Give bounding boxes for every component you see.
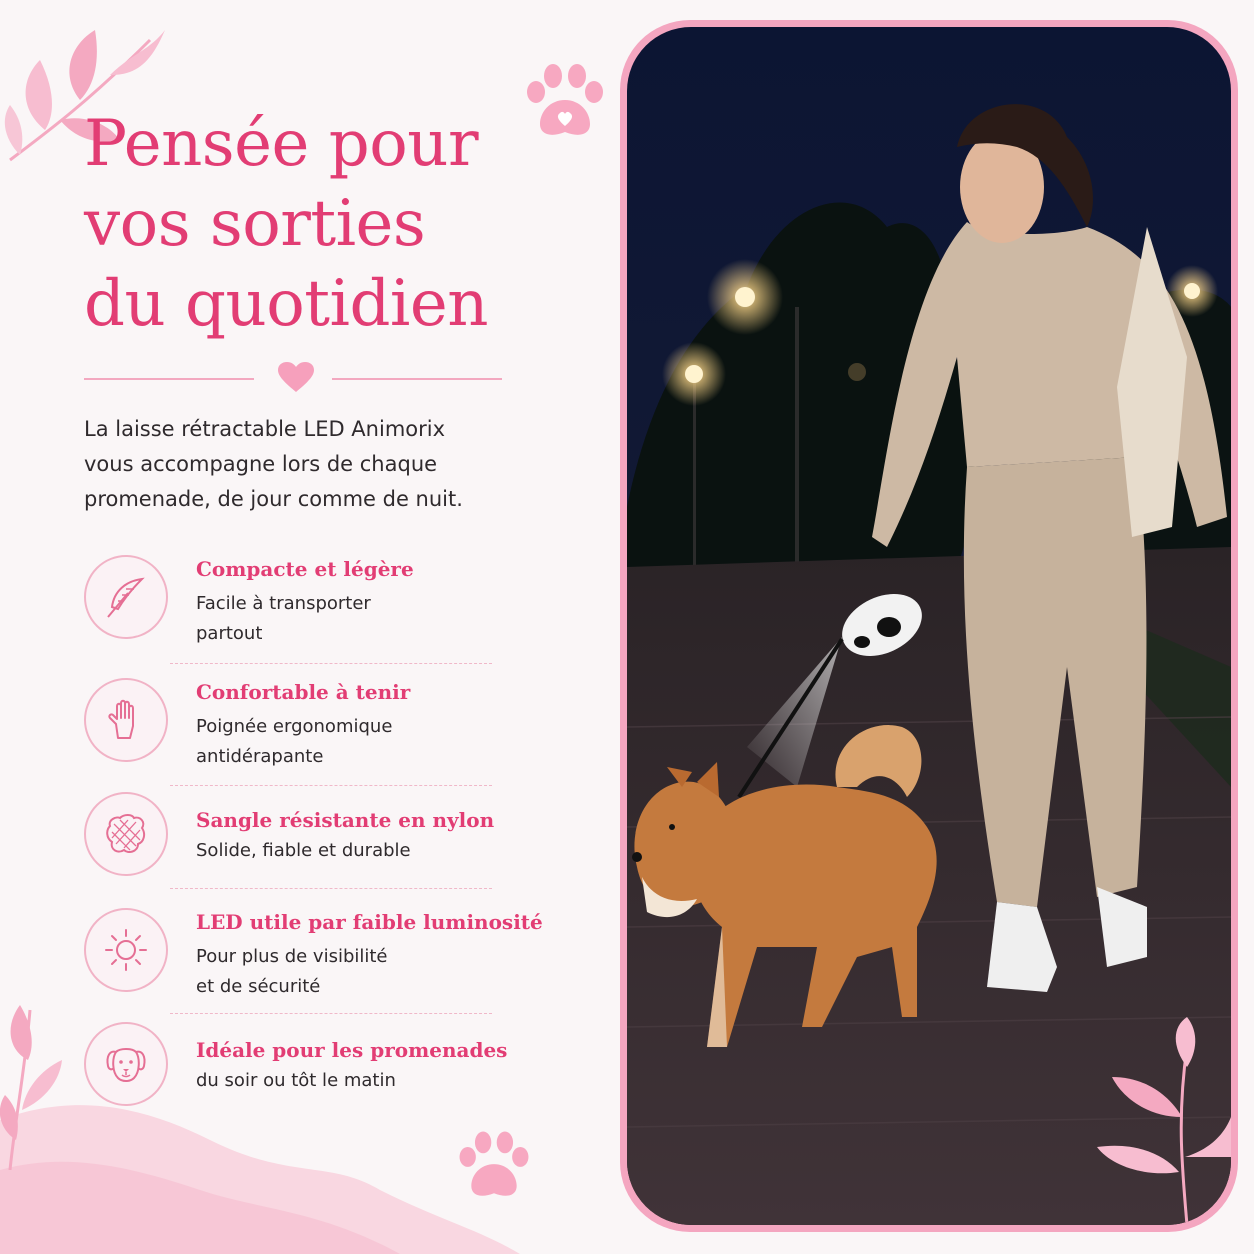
feature-separator — [170, 888, 492, 889]
feature-desc-line: du soir ou tôt le matin — [196, 1070, 396, 1091]
feature-separator — [170, 663, 492, 664]
feature-title: LED utile par faible luminosité — [196, 910, 543, 934]
heart-icon — [278, 362, 314, 394]
feature-desc-line: Poignée ergonomique — [196, 716, 393, 737]
feature-separator — [170, 785, 492, 786]
feature-desc-line: antidérapante — [196, 746, 324, 767]
divider-rule — [84, 378, 254, 380]
feature-badge — [84, 678, 168, 762]
feature-comfort — [84, 678, 504, 778]
feature-badge — [84, 908, 168, 992]
feature-badge — [84, 792, 168, 876]
paw-print-icon — [455, 1128, 533, 1204]
intro-line: promenade, de jour comme de nuit. — [84, 487, 463, 511]
feature-title: Idéale pour les promenades — [196, 1038, 508, 1062]
intro-paragraph — [84, 412, 514, 517]
feature-description — [196, 589, 371, 649]
dog-face-icon — [104, 1042, 148, 1086]
headline-line: du quotidien — [84, 267, 488, 341]
feature-desc-line: partout — [196, 623, 263, 644]
feature-badge — [84, 555, 168, 639]
feature-title: Sangle résistante en nylon — [196, 808, 495, 832]
feature-desc-line: Pour plus de visibilité — [196, 946, 388, 967]
feature-description — [196, 1066, 396, 1096]
intro-line: vous accompagne lors de chaque — [84, 452, 438, 476]
divider-rule — [332, 378, 502, 380]
feature-strap — [84, 792, 504, 892]
feature-desc-line: Solide, fiable et durable — [196, 840, 411, 861]
feature-led — [84, 908, 543, 1008]
feature-description — [196, 712, 392, 772]
hand-icon — [104, 698, 148, 742]
headline-line: Pensée pour — [84, 107, 479, 181]
sun-icon — [104, 928, 148, 972]
divider — [84, 368, 502, 392]
feature-description — [196, 836, 411, 866]
feature-title: Compacte et légère — [196, 557, 414, 581]
night-walk-illustration — [627, 27, 1231, 1225]
feature-badge — [84, 1022, 168, 1106]
headline-line: vos sorties — [84, 187, 426, 261]
feature-walks — [84, 1022, 508, 1122]
intro-line: La laisse rétractable LED Animorix — [84, 417, 446, 441]
woven-strap-icon — [104, 812, 148, 856]
feature-compact — [84, 555, 504, 655]
product-photo — [627, 27, 1231, 1225]
feature-desc-line: Facile à transporter — [196, 593, 371, 614]
leaf-branch-icon — [0, 1000, 80, 1170]
feature-description — [196, 942, 388, 1002]
feature-desc-line: et de sécurité — [196, 976, 321, 997]
feather-icon — [104, 575, 148, 619]
headline — [84, 104, 604, 344]
feature-separator — [170, 1013, 492, 1014]
feature-title: Confortable à tenir — [196, 680, 411, 704]
